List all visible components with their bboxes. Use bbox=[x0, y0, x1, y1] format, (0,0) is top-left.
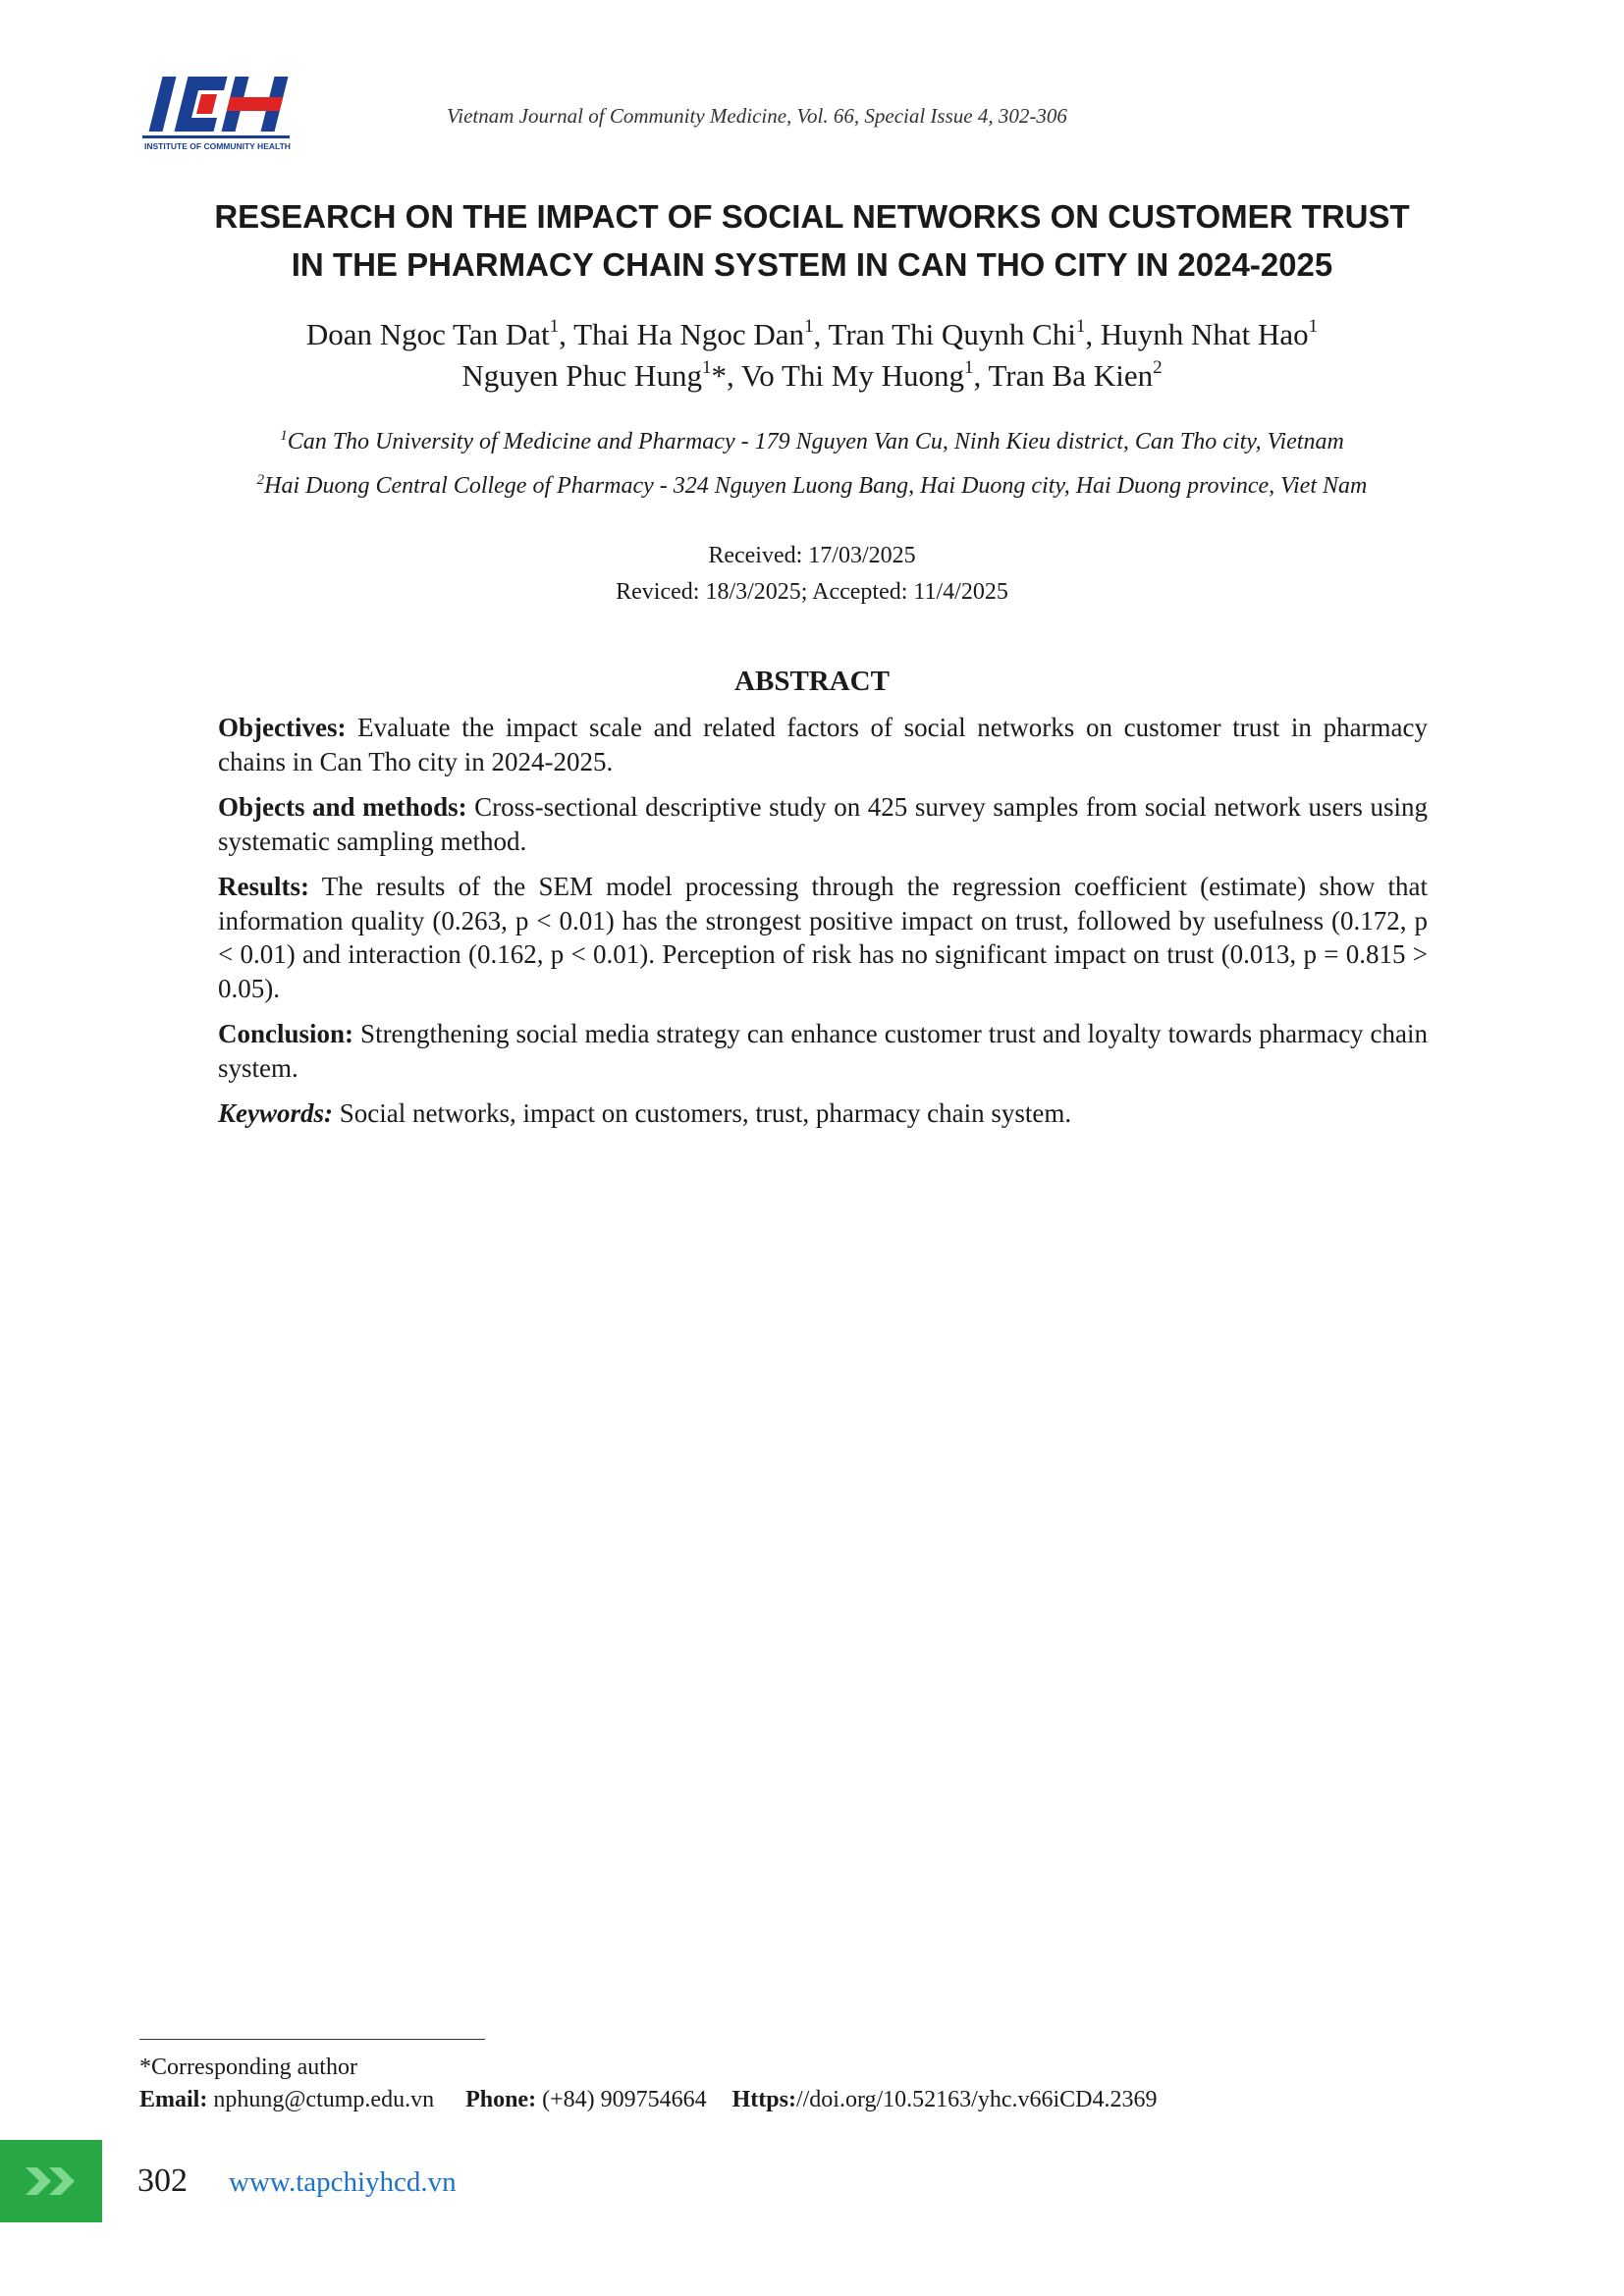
author-list-line-2: Nguyen Phuc Hung$^1$*, Vo Thi My Huong$^1$, Tran Ba Kien$^2$ bbox=[461, 356, 1163, 393]
author-name: Doan Ngoc Tan Dat bbox=[305, 317, 550, 351]
author-affil-mark: 1 bbox=[701, 356, 712, 378]
conclusion-label: Conclusion: bbox=[218, 1019, 354, 1048]
footnote-divider bbox=[139, 2039, 485, 2040]
keywords-text: Social networks, impact on customers, trust, pharmacy chain system. bbox=[339, 1098, 1072, 1128]
journal-website-link[interactable]: www.tapchiyhcd.vn bbox=[229, 2166, 457, 2198]
conclusion-text: Strengthening social media strategy can enhance customer trust and loyalty towards pharmacy chain system. bbox=[218, 1019, 1429, 1083]
affiliation-text: Hai Duong Central College of Pharmacy - 324 Nguyen Luong Bang, Hai Duong city, Hai Duong province, Viet Nam bbox=[264, 473, 1368, 499]
article-title bbox=[98, 192, 1526, 289]
doi-link[interactable]: //doi.org/10.52163/yhc.v66iCD4.2369 bbox=[795, 2087, 1158, 2112]
page-tab-chevron-icon bbox=[0, 2140, 102, 2222]
author-name: Thai Ha Ngoc Dan bbox=[573, 317, 805, 351]
phone-number: (+84) 909754664 bbox=[542, 2087, 707, 2112]
results-text: The results of the SEM model processing through the regression coefficient (estimate) show that information quality (0.263, p < 0.01) has the strongest positive impact on trust, followed by usefulness (0.172, p < 0.01) and interaction (0.162, p < 0.01). Perception of risk has no significant impact on trust (0.013, p = 0.815 > 0.05). bbox=[218, 872, 1429, 1003]
title-line-2: IN THE PHARMACY CHAIN SYSTEM IN CAN THO CITY IN 2024-2025 bbox=[291, 246, 1333, 283]
corresponding-mark: * bbox=[711, 358, 727, 393]
author-affil-mark: 1 bbox=[964, 356, 974, 378]
author-affil-mark: 1 bbox=[549, 315, 560, 337]
contact-line bbox=[139, 2084, 1416, 2116]
methods-text: Cross-sectional descriptive study on 425 survey samples from social network users using systematic sampling method. bbox=[218, 792, 1428, 856]
author-list-line-1: Doan Ngoc Tan Dat$^1$, Thai Ha Ngoc Dan$^1$, Tran Thi Quynh Chi$^1$, Huynh Nhat Hao$^1$ bbox=[305, 315, 1319, 351]
author-affil-mark: 1 bbox=[1075, 315, 1086, 337]
author-name: Tran Thi Quynh Chi bbox=[828, 317, 1076, 351]
abstract-keywords bbox=[218, 1096, 1428, 1131]
results-label: Results: bbox=[218, 872, 309, 901]
logo-caption: INSTITUTE OF COMMUNITY HEALTH bbox=[144, 141, 291, 151]
email-link[interactable]: nphung@ctump.edu.vn bbox=[213, 2087, 435, 2112]
author-name: Tran Ba Kien bbox=[988, 358, 1154, 393]
affiliation-number: 2 bbox=[256, 472, 265, 488]
footnote bbox=[139, 2052, 1416, 2116]
author-affil-mark: 1 bbox=[1308, 315, 1319, 337]
corresponding-author-note: *Corresponding author bbox=[139, 2055, 357, 2080]
institute-logo bbox=[142, 71, 299, 159]
author-affil-mark: 1 bbox=[804, 315, 814, 337]
abstract-body bbox=[218, 711, 1428, 1143]
abstract-heading: ABSTRACT bbox=[734, 666, 890, 697]
objectives-label: Objectives: bbox=[218, 713, 347, 742]
abstract-conclusion bbox=[218, 1017, 1428, 1085]
journal-citation: Vietnam Journal of Community Medicine, Vol. 66, Special Issue 4, 302-306 bbox=[447, 104, 1067, 128]
methods-label: Objects and methods: bbox=[218, 792, 467, 822]
received-date: Received: 17/03/2025 bbox=[708, 543, 916, 568]
phone-label: Phone: bbox=[465, 2087, 537, 2112]
affiliation-text: Can Tho University of Medicine and Pharmacy - 179 Nguyen Van Cu, Ninh Kieu district, Can Tho city, Vietnam bbox=[287, 429, 1344, 454]
affiliation-2 bbox=[98, 470, 1526, 502]
author-name: Nguyen Phuc Hung bbox=[461, 358, 702, 393]
email-label: Email: bbox=[139, 2087, 208, 2112]
abstract-methods bbox=[218, 790, 1428, 858]
page-number: 302 bbox=[137, 2163, 188, 2199]
keywords-label: Keywords: bbox=[218, 1098, 333, 1128]
author-affil-mark: 2 bbox=[1153, 356, 1163, 378]
author-name: Huynh Nhat Hao bbox=[1100, 317, 1309, 351]
affiliation-1 bbox=[98, 426, 1526, 457]
objectives-text: Evaluate the impact scale and related factors of social networks on customer trust in pharmacy chains in Can Tho city in 2024-2025. bbox=[218, 713, 1429, 776]
doi-label: Https: bbox=[731, 2087, 796, 2112]
abstract-results bbox=[218, 870, 1428, 1005]
abstract-objectives bbox=[218, 711, 1428, 778]
title-line-1: RESEARCH ON THE IMPACT OF SOCIAL NETWORKS ON CUSTOMER TRUST bbox=[214, 198, 1410, 235]
revised-accepted-dates: Reviced: 18/3/2025; Accepted: 11/4/2025 bbox=[616, 579, 1008, 605]
affiliation-number: 1 bbox=[280, 428, 288, 444]
author-name: Vo Thi My Huong bbox=[740, 358, 964, 393]
